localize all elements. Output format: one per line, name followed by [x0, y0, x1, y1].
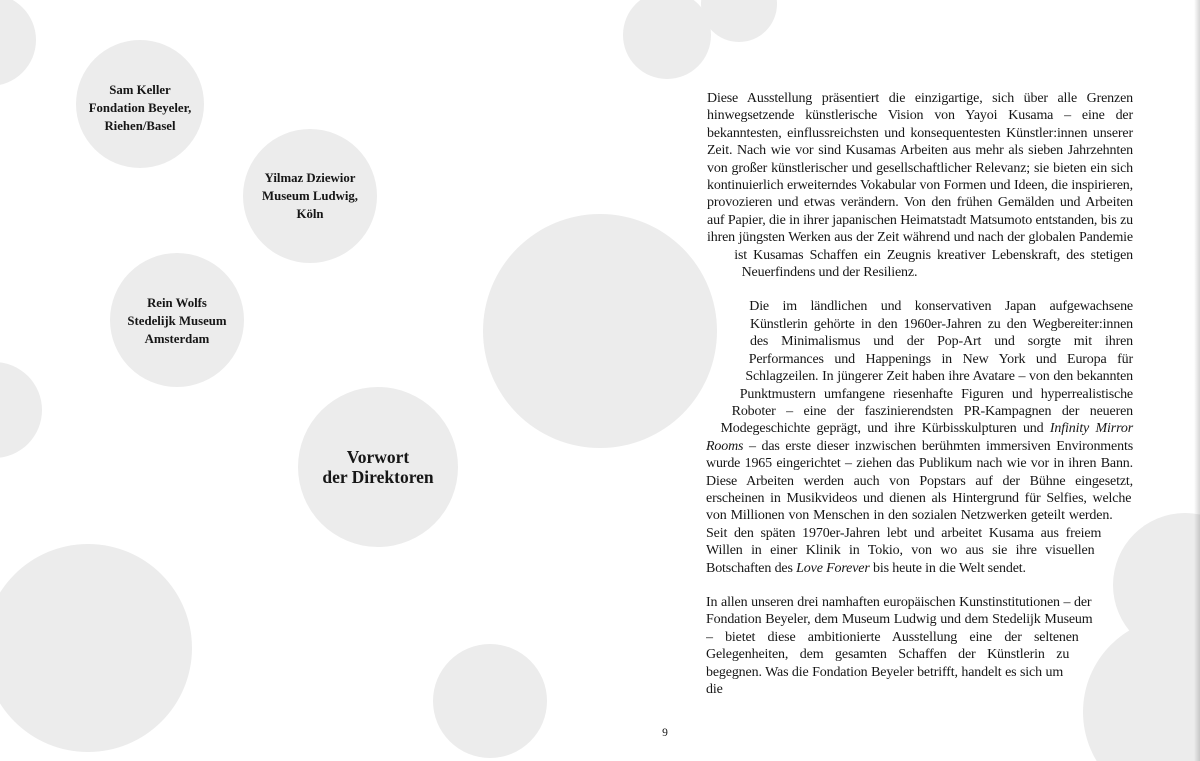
chapter-title-line-1: Vorwort — [346, 447, 410, 467]
credit-yilmaz-dziewior — [210, 169, 410, 223]
paragraph-2-text: Die im ländlichen und konservativen Japan aufgewachsene Künstlerin gehörte in den 1960er-Jahren zu den Wegbereiter:innen des Minimalismus und der Pop-Art und sorgte mit ihren Performances und Happenings in New York und Europa für Schlagzeilen. In jüngerer Zeit haben ihre Avatare – von den bekannten Punktmustern umfangene riesenhafte Figuren und hyperrealistische Roboter – eine der faszinierendsten PR-Kampagnen der neueren Modegeschichte geprägt, und ihre Kürbisskulpturen und — [720, 299, 1133, 437]
work-title-love-forever: Love Forever — [796, 560, 870, 576]
credit-rein-wolfs — [77, 294, 277, 348]
polka-dot — [701, 0, 777, 42]
page-edge-shading — [1194, 0, 1200, 761]
polka-dot — [0, 0, 36, 86]
paragraph-2-text: bis heute in die Welt sendet. — [869, 560, 1026, 576]
polka-dot — [483, 214, 717, 448]
chapter-title — [248, 448, 508, 487]
credit-name: Rein Wolfs — [147, 296, 207, 310]
credit-name: Yilmaz Dziewior — [264, 171, 356, 185]
page-number: 9 — [662, 727, 668, 739]
polka-dot — [0, 362, 42, 458]
credit-sam-keller — [40, 81, 240, 135]
work-title-infinity-mirror-rooms: Infinity Mirror Rooms — [706, 421, 1133, 454]
credit-city: Amsterdam — [144, 332, 210, 346]
credit-institution: Stedelijk Museum — [127, 314, 227, 328]
paragraph-1: Diese Ausstellung präsentiert die einzigartige, sich über alle Grenzen hinwegsetzende künstlerische Vision von Yayoi Kusama – eine der bekanntesten, einflussreichsten und konsequentesten Künstler:innen unserer Zeit. Nach wie vor sind Kusamas Arbeiten aus mehr als sieben Jahrzehnten von großer künstlerischer und gesellschaftlicher Relevanz; sie bieten ein sich kontinuierlich erweiterndes Vokabular von Formen und Ideen, die inspirieren, provozieren und etwas verändern. Von den frühen Gemälden und Arbeiten auf Papier, die in ihrer japanischen Heimatstadt Matsumoto entstanden, bis zu ihren jüngsten Werken aus der Zeit während und nach der globalen Pandemie ist Kusamas Schaffen ein Zeugnis kreativer Lebenskraft, des stetigen Neuerfindens und der Resilienz. — [707, 91, 1133, 281]
polka-dot — [623, 0, 711, 79]
credit-institution: Museum Ludwig, — [262, 189, 358, 203]
chapter-title-line-2: der Direktoren — [322, 466, 434, 487]
credit-city: Riehen/Basel — [104, 119, 176, 133]
polka-dot — [433, 644, 547, 758]
credit-city: Köln — [296, 207, 324, 221]
polka-dot — [0, 544, 192, 752]
credit-name: Sam Keller — [109, 83, 171, 97]
credit-institution: Fondation Beyeler, — [88, 101, 192, 115]
paragraph-3: In allen unseren drei namhaften europäischen Kunstinstitutionen – der Fondation Beyeler, dem Museum Ludwig und dem Stedelijk Museum – bietet diese ambitionierte Ausstellung eine der seltenen Gelegenheiten, dem gesamten Schaffen der Künstlerin zu begegnen. Was die Fondation Beyeler betrifft, handelt es sich um die — [706, 594, 1093, 697]
paragraph-2 — [706, 298, 1134, 577]
text-wrap-spacer — [1133, 90, 1134, 505]
body-text-column — [706, 90, 1134, 761]
paragraph-2-text: – das erste dieser inzwischen berühmten immersiven Environments wurde 1965 eingerichtet – ziehen das Publikum nach wie vor in ihren Bann. Diese Arbeiten werden auch von Popstars auf der Bühne eingesetzt, erscheinen in Musikvideos und dienen als Hintergrund für Selfies, welche von Millionen von Menschen in den sozialen Netzwerken geteilt werden. Seit den späten 1970er-Jahren lebt und arbeitet Kusama aus freiem Willen in einer Klinik in Tokio, von wo aus sie ihre visuellen Botschaften des — [706, 438, 1133, 576]
